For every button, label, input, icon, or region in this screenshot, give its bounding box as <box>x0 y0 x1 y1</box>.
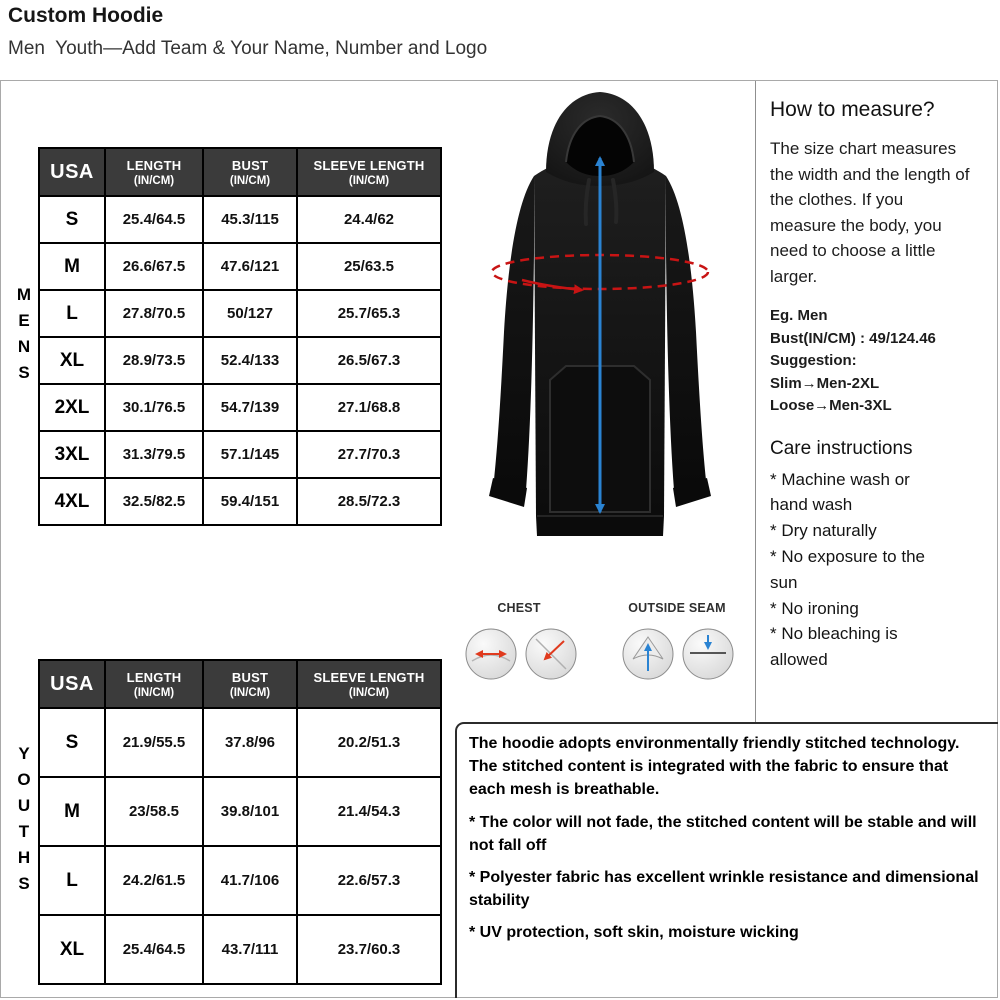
bust-cell: 52.4/133 <box>203 337 297 384</box>
size-cell: L <box>39 846 105 915</box>
length-header-cell <box>105 660 203 708</box>
feature-bullet: * UV protection, soft skin, moisture wicking <box>469 924 799 942</box>
sleeve-cell: 25.7/65.3 <box>297 290 441 337</box>
bust-cell: 43.7/111 <box>203 915 297 984</box>
size-cell: L <box>39 290 105 337</box>
example-suggestion-label: Suggestion: <box>770 352 857 369</box>
size-cell: 2XL <box>39 384 105 431</box>
how-to-measure-heading: How to measure? <box>770 98 935 121</box>
mens-group-label: MENS <box>14 284 34 389</box>
care-instructions-list <box>770 467 990 674</box>
size-cell: 3XL <box>39 431 105 478</box>
size-cell: S <box>39 708 105 777</box>
mens-table <box>38 147 442 526</box>
table-row <box>39 384 441 431</box>
table-row <box>39 196 441 243</box>
column-label: BUST <box>231 669 269 685</box>
column-label: SLEEVE LENGTH <box>313 669 425 685</box>
length-cell: 31.3/79.5 <box>105 431 203 478</box>
bust-cell: 47.6/121 <box>203 243 297 290</box>
chest-fabric-icon-1 <box>464 627 518 681</box>
care-item: * No exposure to the sun <box>770 546 925 592</box>
how-to-measure-body: The size chart measures the width and the length of the clothes. If you measure the body, you need to choose a little larger. <box>770 139 970 286</box>
chest-diagram-label: CHEST <box>497 601 541 615</box>
outside-seam-fabric-icon-1 <box>621 627 675 681</box>
sizing-example-block <box>770 305 990 418</box>
outside-seam-diagram-label: OUTSIDE SEAM <box>628 601 726 615</box>
column-label: LENGTH <box>126 157 182 173</box>
sleeve-cell: 24.4/62 <box>297 196 441 243</box>
sleeve-cell: 27.7/70.3 <box>297 431 441 478</box>
table-row <box>39 708 441 777</box>
length-cell: 24.2/61.5 <box>105 846 203 915</box>
mens-group-label-column <box>10 147 38 526</box>
example-bust: Bust(IN/CM) : 49/124.46 <box>770 329 936 347</box>
length-cell: 21.9/55.5 <box>105 708 203 777</box>
left-sleeve <box>494 176 534 490</box>
size-cell: S <box>39 196 105 243</box>
care-instructions-heading: Care instructions <box>770 437 913 459</box>
column-label: BUST <box>231 157 269 173</box>
sleeve-header-cell <box>297 660 441 708</box>
length-cell: 32.5/82.5 <box>105 478 203 525</box>
table-row <box>39 431 441 478</box>
hem-band <box>536 516 664 536</box>
page-title: Custom Hoodie <box>8 4 164 27</box>
column-unit: (IN/CM) <box>133 686 175 699</box>
bust-header-cell <box>203 660 297 708</box>
how-to-measure-panel <box>755 81 998 722</box>
length-cell: 25.4/64.5 <box>105 915 203 984</box>
feature-bullet: * Polyester fabric has excellent wrinkle resistance and dimensional stability <box>469 868 979 910</box>
sleeve-cell: 26.5/67.3 <box>297 337 441 384</box>
length-header-cell <box>105 148 203 196</box>
column-unit: (IN/CM) <box>229 686 271 699</box>
example-loose: Loose→Men-3XL <box>770 397 892 414</box>
youths-group-label: YOUTHS <box>14 744 34 900</box>
table-header-row <box>39 148 441 196</box>
sleeve-cell: 22.6/57.3 <box>297 846 441 915</box>
bust-cell: 41.7/106 <box>203 846 297 915</box>
column-unit: (IN/CM) <box>229 174 271 187</box>
hoodie-product-image <box>462 84 752 596</box>
length-cell: 27.8/70.5 <box>105 290 203 337</box>
column-unit: (IN/CM) <box>348 174 390 187</box>
youths-size-table <box>10 659 442 985</box>
table-row <box>39 337 441 384</box>
column-label: LENGTH <box>126 669 182 685</box>
length-cell: 28.9/73.5 <box>105 337 203 384</box>
care-item: * Dry naturally <box>770 521 877 541</box>
feature-bullet: * The color will not fade, the stitched content will be stable and will not fall off <box>469 813 977 854</box>
size-cell: XL <box>39 337 105 384</box>
example-slim: Slim→Men-2XL <box>770 374 880 392</box>
mens-size-table <box>10 147 442 526</box>
column-unit: (IN/CM) <box>348 686 390 699</box>
column-label: SLEEVE LENGTH <box>313 157 425 173</box>
length-cell: 23/58.5 <box>105 777 203 846</box>
bust-cell: 39.8/101 <box>203 777 297 846</box>
product-features-panel <box>455 722 998 998</box>
size-cell: XL <box>39 915 105 984</box>
table-row <box>39 777 441 846</box>
length-cell: 25.4/64.5 <box>105 196 203 243</box>
sleeve-cell: 23.7/60.3 <box>297 915 441 984</box>
sleeve-cell: 27.1/68.8 <box>297 384 441 431</box>
table-row <box>39 243 441 290</box>
bust-header-cell <box>203 148 297 196</box>
youths-table <box>38 659 442 985</box>
right-sleeve <box>666 176 706 490</box>
care-item: * Machine wash or hand wash <box>770 469 910 515</box>
table-row <box>39 478 441 525</box>
size-cell: M <box>39 243 105 290</box>
column-unit: (IN/CM) <box>133 174 175 187</box>
outside-seam-fabric-icon-2 <box>681 627 735 681</box>
length-cell: 30.1/76.5 <box>105 384 203 431</box>
care-item: * No ironing <box>770 598 859 618</box>
size-cell: M <box>39 777 105 846</box>
chest-fabric-icon-2 <box>524 627 578 681</box>
bust-cell: 57.1/145 <box>203 431 297 478</box>
youths-group-label-column <box>10 659 38 985</box>
example-title: Eg. Men <box>770 307 828 324</box>
bust-cell: 50/127 <box>203 290 297 337</box>
sleeve-header-cell <box>297 148 441 196</box>
size-cell: 4XL <box>39 478 105 525</box>
table-header-row <box>39 660 441 708</box>
sleeve-cell: 20.2/51.3 <box>297 708 441 777</box>
bust-cell: 45.3/115 <box>203 196 297 243</box>
sleeve-cell: 28.5/72.3 <box>297 478 441 525</box>
table-row <box>39 915 441 984</box>
table-row <box>39 846 441 915</box>
sleeve-cell: 25/63.5 <box>297 243 441 290</box>
bust-cell: 54.7/139 <box>203 384 297 431</box>
region-header-cell: USA <box>39 660 105 708</box>
features-intro: The hoodie adopts environmentally friendly stitched technology. The stitched content is integrated with the fabric to ensure that each mesh is breathable. <box>469 735 960 799</box>
table-row <box>39 290 441 337</box>
care-item: * No bleaching is allowed <box>770 624 898 670</box>
sleeve-cell: 21.4/54.3 <box>297 777 441 846</box>
page-subtitle: Men Youth—Add Team & Your Name, Number and Logo <box>8 38 488 59</box>
bust-cell: 37.8/96 <box>203 708 297 777</box>
length-cell: 26.6/67.5 <box>105 243 203 290</box>
bust-cell: 59.4/151 <box>203 478 297 525</box>
region-header-cell: USA <box>39 148 105 196</box>
